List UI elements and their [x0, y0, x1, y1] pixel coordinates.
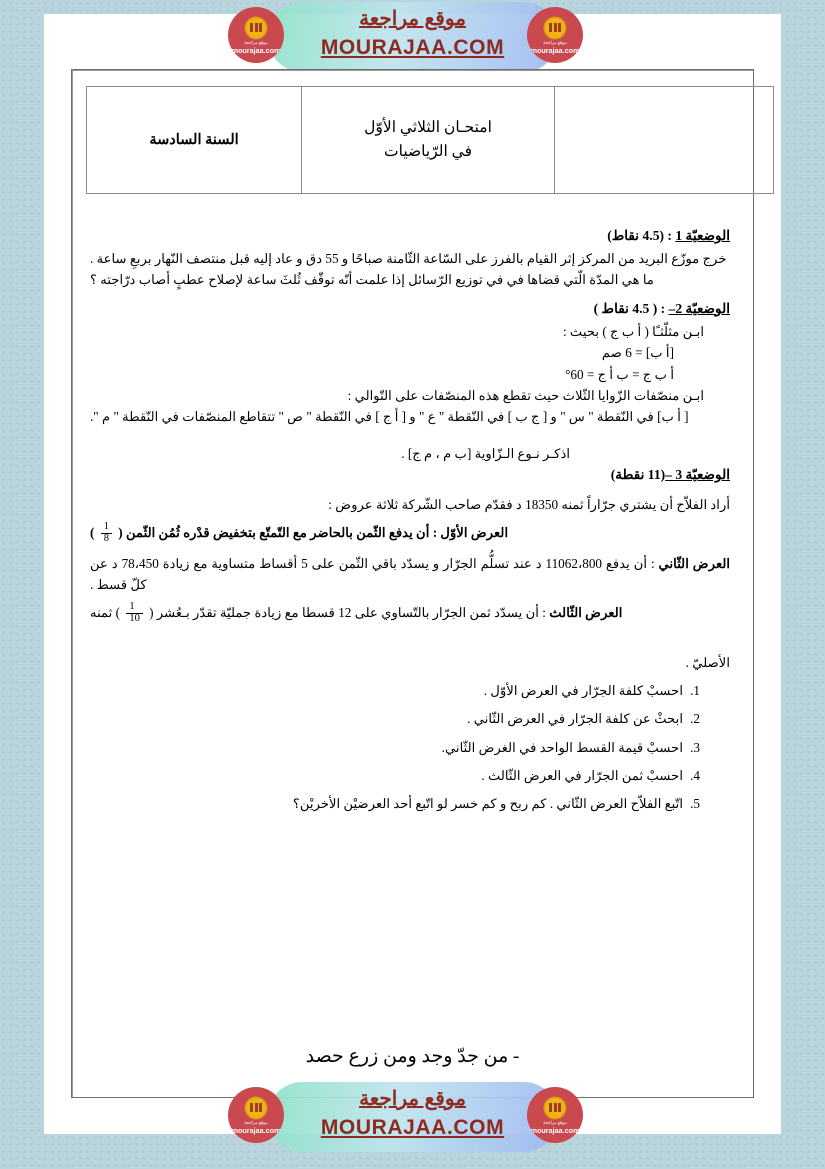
spacer: [90, 673, 730, 680]
list-item: [90, 737, 700, 758]
offer-1-numerator: 1: [103, 521, 109, 533]
situation-1-line-2: ما هي المدّة الّتي قضاها في في توزيع الرّسائل إذا علمت أنّه توقّف ثُلثَ ساعة لإصلاح عطبٍ أصاب درّاجته ؟: [90, 272, 654, 288]
situation-2-line-4: ابـن منصّفات الزّوايا الثّلاث حيث تقطع هذه المنصّفات على التّوالي :: [347, 387, 704, 403]
offer-3: [90, 602, 730, 625]
situation-3-points: (11 نقطة): [610, 467, 666, 483]
situation-2-line-3: أ ب ج = ب أ ج = 60°: [565, 366, 674, 382]
question-number: 2.: [690, 711, 700, 727]
list-item: [90, 765, 700, 786]
offer-3-text-after: ) ثمنه: [90, 605, 124, 621]
offer-3-text: : أن يسدّد ثمن الجرّار بالتّساوي على 12 قسطا مع زيادة جمليّة تقدّر بـعُشر (: [145, 605, 550, 621]
situation-3-heading: [90, 464, 730, 486]
logo-domain-label: mourajaa.com: [530, 46, 580, 55]
spacer: [90, 515, 730, 522]
question-number: 1.: [690, 682, 700, 698]
offer-1-denominator: 8: [101, 533, 112, 545]
spacer: [90, 487, 730, 494]
situation-2-points: : ( 4.5 نقاط ): [593, 300, 669, 316]
offer-1: [90, 522, 730, 545]
offer-1-fraction: [101, 522, 112, 544]
exam-header-table: [86, 86, 774, 194]
header-cell-exam-title: [302, 87, 555, 194]
logo-domain-label: mourajaa.com: [530, 1126, 580, 1135]
watermark-banner-top: [0, 0, 825, 76]
offer-3-denominator: 10: [126, 613, 143, 625]
situation-3-label: الوضعيّة 3 –: [665, 467, 730, 483]
watermark-banner-bottom: [0, 1080, 825, 1156]
question-number: 3.: [690, 739, 700, 755]
watermark-arabic-text: موقع مراجعة: [359, 1088, 466, 1110]
offer-2-label: العرض الثّاني: [658, 555, 731, 571]
offer-3-numerator: 1: [129, 601, 135, 613]
watermark-english-text: MOURAJAA.COM: [320, 1116, 505, 1139]
list-item: [90, 793, 700, 814]
spacer: [90, 546, 730, 553]
spacer: [90, 595, 730, 602]
offer-tail-text: الأصليّ .: [685, 654, 730, 670]
situation-3-intro: أراد الفلاّح أن يشتري جرّاراً ثمنه 18350 د فقدّم صاحب الشّركة ثلاثة عروض :: [328, 497, 730, 513]
logo-arabic-label: موقع مراجعة: [244, 1120, 268, 1125]
spacer: [90, 428, 730, 443]
offer-2-text: : أن يدفع 11062،800 د عند تسلُّم الجرّار و يسدّد باقي الثّمن على 5 أقساط متساوية مع زيادة 78،450 د عن كلّ قسط .: [90, 555, 659, 592]
mourajaa-logo-icon: [527, 1087, 583, 1143]
situation-2-heading: [90, 298, 730, 320]
question-text: اتّبع الفلاّح العرض الثّاني . كم ربح و كم خسر لو اتّبع أحد العرضيْن الأخريْن؟: [292, 796, 683, 812]
situation-2-line-6: اذكـر نـوع الـزّاوية [ب م ، م ج] .: [401, 445, 570, 461]
question-number: 4.: [690, 768, 700, 784]
offer-1-label: العرض الأوّل: [440, 525, 509, 541]
question-text: احسبْ كلفة الجرّار في العرض الأوّل .: [483, 682, 683, 698]
logo-emblem-icon: [545, 18, 565, 38]
logo-domain-label: mourajaa.com: [231, 1126, 281, 1135]
watermark-text-top: [253, 5, 573, 62]
question-text: ابحثْ عن كلفة الجرّار في العرض الثّاني .: [467, 711, 683, 727]
situation-1-points: : (4.5 نقاط): [607, 228, 676, 243]
situation-2-label: الوضعيّة 2–: [668, 300, 730, 316]
situation-2-line-2: [أ ب] = 6 صم: [601, 345, 674, 361]
logo-arabic-label: موقع مراجعة: [543, 1120, 567, 1125]
header-cell-blank: [555, 87, 774, 194]
header-cell-school-year: السنة السادسة: [87, 87, 302, 194]
closing-proverb: - من جدّ وجد ومن زرع حصد: [305, 1046, 520, 1067]
offer-2: [90, 553, 730, 596]
exam-body: [90, 225, 730, 822]
offer-3-label: العرض الثّالث: [549, 605, 623, 621]
logo-arabic-label: موقع مراجعة: [244, 40, 268, 45]
questions-list: [90, 680, 730, 815]
situation-2-line-5: [ أ ب] في النّقطة " س " و [ ج ب ] في النّقطة " ع " و [ أ ج ] في النّقطة " ص " تتقاطع المنصّفات في النّقطة " م ".: [90, 409, 689, 425]
question-text: احسبْ ثمن الجرّار في العرض الثّالث .: [481, 768, 683, 784]
watermark-text-bottom: [253, 1085, 573, 1142]
question-text: احسبْ قيمة القسط الواحد في الغرض الثّاني.: [441, 739, 683, 755]
offer-1-text-after: ): [90, 525, 98, 541]
offer-3-fraction: [126, 602, 143, 624]
situation-1-line-1: خرج موزّع البريد من المركز إثر القيام بالفرز على السّاعة الثّامنة صباحًا و 55 دق و عاد إليه قبل منتصف النّهار بربعِ ساعة .: [90, 251, 727, 267]
logo-domain-label: mourajaa.com: [231, 46, 281, 55]
watermark-arabic-text: موقع مراجعة: [359, 8, 466, 30]
list-item: [90, 708, 700, 729]
question-number: 5.: [690, 796, 700, 812]
exam-title-line-2: في الرّياضيات: [384, 143, 472, 160]
logo-emblem-icon: [545, 1098, 565, 1118]
logo-arabic-label: موقع مراجعة: [543, 40, 567, 45]
situation-1-label: الوضعيّة 1: [675, 228, 730, 243]
situation-2-line-1: ابـن مثلّثـًا ( أ ب ج ) بحيث :: [562, 323, 704, 339]
list-item: [90, 680, 700, 701]
offer-1-text: : أن يدفع الثّمن بالحاضر مع التّمتّع بتخفيض قدْره ثُمُن الثّمن (: [114, 525, 441, 541]
exam-document-frame: [71, 69, 754, 1098]
spacer: [90, 626, 730, 652]
table-row: [87, 87, 774, 194]
situation-1-heading: [90, 225, 730, 247]
spacer: [90, 291, 730, 298]
mourajaa-logo-icon: [527, 7, 583, 63]
watermark-english-text: MOURAJAA.COM: [320, 36, 505, 59]
exam-title-line-1: امتحـان الثلاثي الأوّل: [364, 118, 492, 136]
